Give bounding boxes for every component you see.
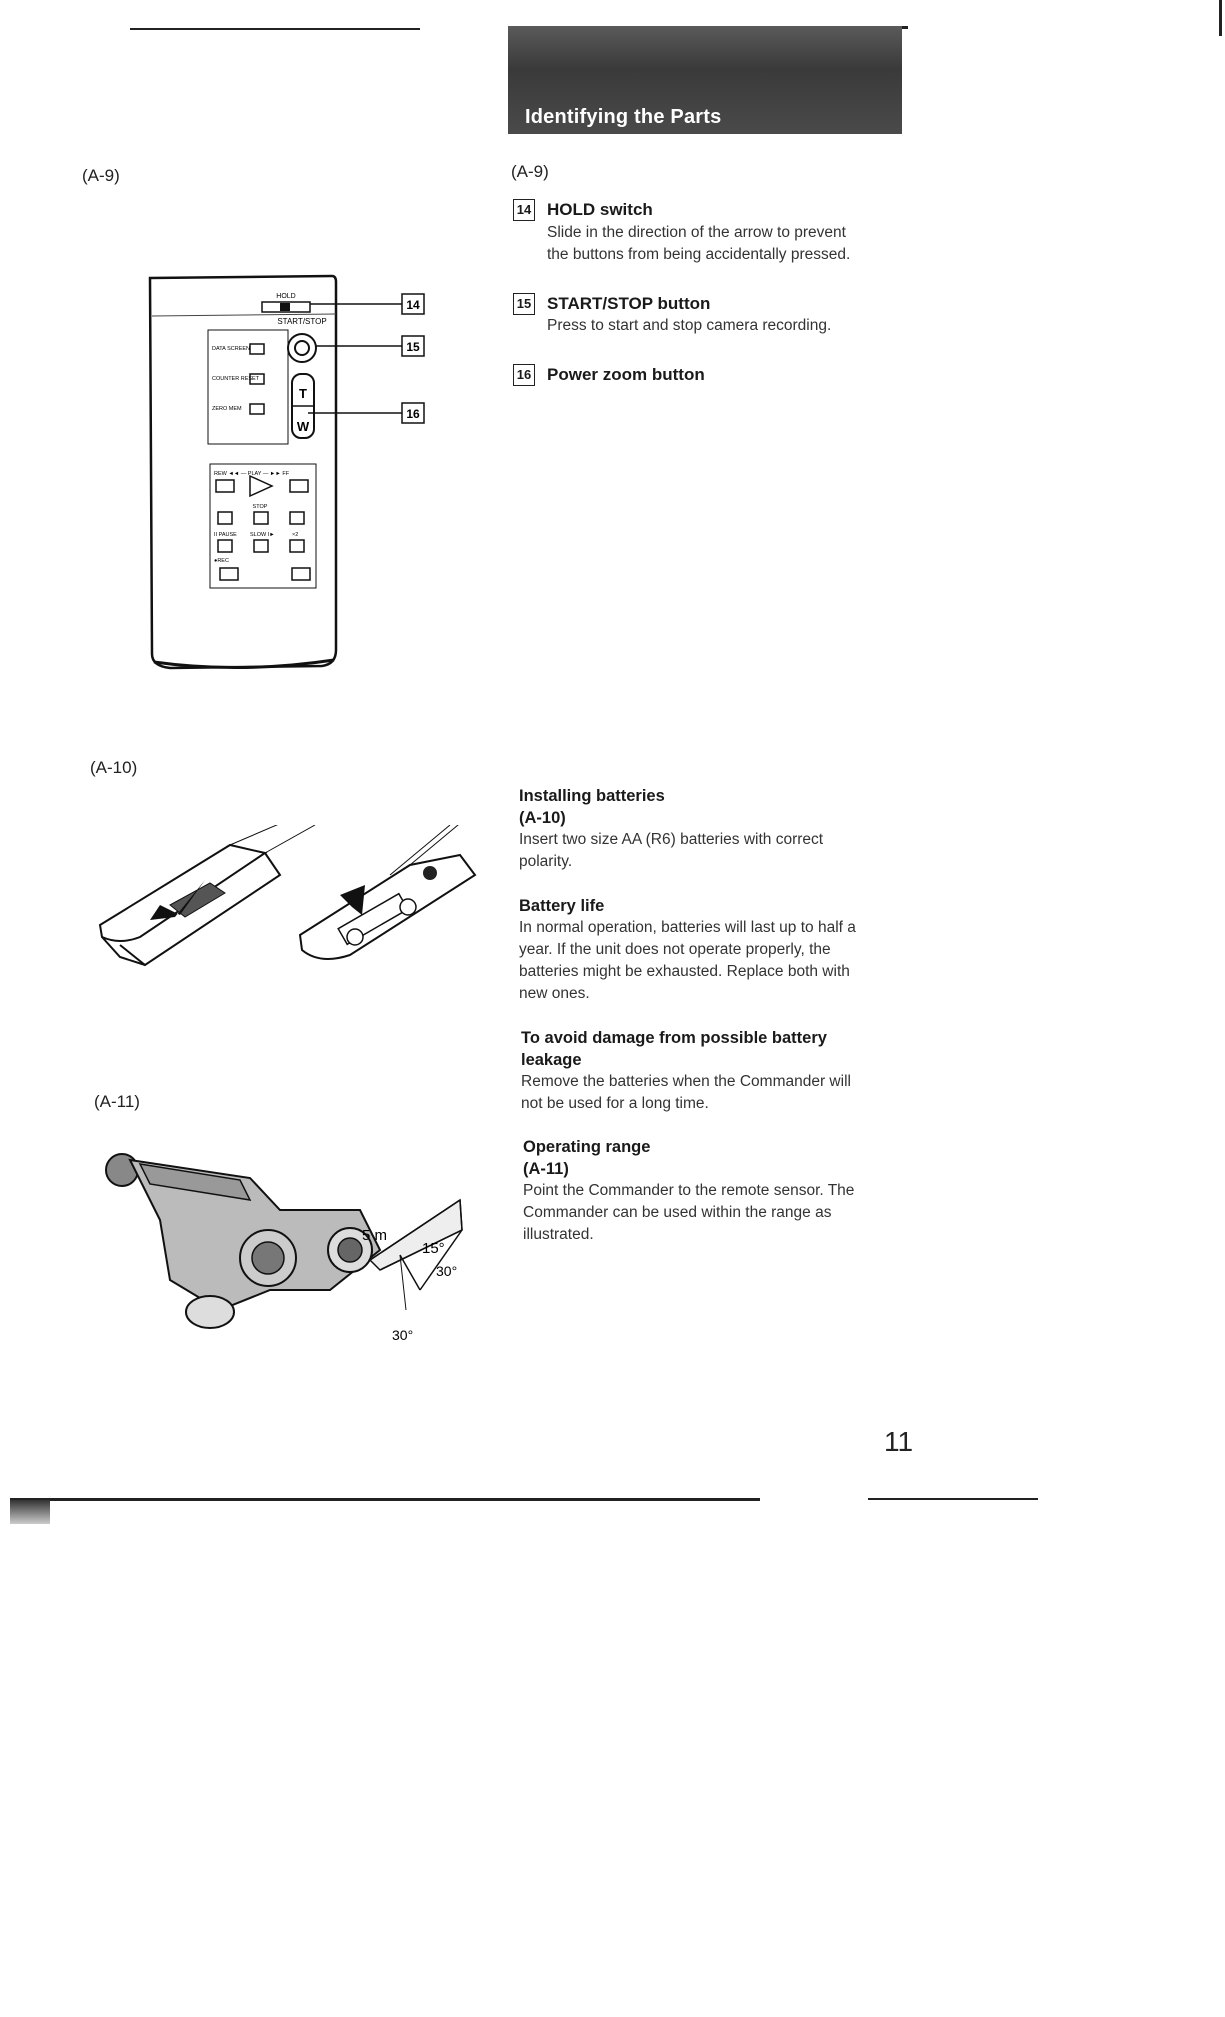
section-operating-range-line1: Point the Commander to the remote sensor. The [523, 1182, 855, 1199]
section-battery-life-line1: In normal operation, batteries will last up to half a [519, 919, 856, 936]
part-desc-start-stop: Press to start and stop camera recording. [547, 317, 832, 334]
section-leakage-line2: not be used for a long time. [521, 1095, 709, 1112]
section-operating-range-line3: illustrated. [523, 1226, 594, 1243]
remote-zero-mem-label: ZERO MEM [212, 406, 242, 412]
figure-label-a11: (A-11) [94, 1092, 140, 1111]
section-leakage-line1: Remove the batteries when the Commander will [521, 1073, 851, 1090]
part-title-hold-switch: HOLD switch [547, 200, 653, 219]
section-operating-range-line2: Commander can be used within the range as [523, 1204, 832, 1221]
bottom-left-artifact [10, 1500, 50, 1524]
callout-16: 16 [406, 407, 420, 421]
remote-start-stop-label: START/STOP [277, 317, 327, 326]
section-leakage-title-line1: To avoid damage from possible battery [521, 1029, 827, 1047]
remote-tele-label: T [299, 386, 307, 401]
remote-commander-illustration [140, 268, 440, 678]
operating-range-illustration [100, 1140, 480, 1350]
section-battery-life-line3: batteries might be exhausted. Replace both with [519, 963, 850, 980]
section-header-title: Identifying the Parts [525, 106, 722, 128]
range-angle-15: 15° [422, 1240, 445, 1257]
remote-pause-label: II PAUSE [214, 532, 237, 538]
bottom-rule-right [868, 1498, 1038, 1500]
callout-15: 15 [406, 340, 420, 354]
range-angle-30-bottom: 30° [392, 1327, 414, 1343]
part-title-start-stop: START/STOP button [547, 294, 711, 313]
section-operating-range-title: Operating range [523, 1138, 651, 1156]
page-number: 11 [884, 1426, 914, 1457]
remote-play-row-label: REW ◄◄ — PLAY — ►► FF [214, 471, 290, 477]
battery-installation-illustration [90, 825, 490, 995]
remote-hold-label: HOLD [276, 293, 296, 300]
remote-wide-label: W [296, 419, 310, 434]
section-operating-range-figref: (A-11) [523, 1160, 569, 1178]
remote-counter-reset-label: COUNTER RESET [212, 376, 260, 382]
range-angle-30-right: 30° [436, 1263, 458, 1279]
part-title-power-zoom: Power zoom button [547, 365, 705, 384]
remote-data-screen-label: DATA SCREEN [212, 346, 250, 352]
section-battery-life-title: Battery life [519, 897, 605, 915]
part-desc-hold-switch-line2: the buttons from being accidentally pressed. [547, 246, 851, 263]
range-distance-label: 5 m [362, 1227, 388, 1244]
part-number-15: 15 [513, 293, 535, 315]
section-leakage-title-line2: leakage [521, 1051, 582, 1069]
right-figure-label-a9: (A-9) [511, 162, 549, 181]
remote-stop-label: STOP [252, 504, 268, 510]
section-installing-batteries-line1: Insert two size AA (R6) batteries with correct [519, 831, 824, 848]
top-left-rule [130, 28, 420, 30]
part-number-14: 14 [513, 199, 535, 221]
callout-14: 14 [406, 298, 420, 312]
right-edge-mark [1219, 0, 1222, 36]
remote-x2-label: ×2 [292, 532, 299, 538]
remote-rec-label: ●REC [214, 558, 229, 564]
figure-label-a10: (A-10) [90, 758, 138, 777]
figure-label-a9: (A-9) [82, 166, 120, 185]
part-desc-hold-switch-line1: Slide in the direction of the arrow to prevent [547, 224, 846, 241]
section-installing-batteries-title: Installing batteries [519, 787, 665, 805]
bottom-rule [10, 1498, 760, 1501]
section-battery-life-line2: year. If the unit does not operate properly, the [519, 941, 831, 958]
remote-slow-label: SLOW I► [250, 532, 275, 538]
section-installing-batteries-figref: (A-10) [519, 809, 566, 827]
section-battery-life-line4: new ones. [519, 985, 590, 1002]
part-number-16: 16 [513, 364, 535, 386]
section-installing-batteries-line2: polarity. [519, 853, 573, 870]
